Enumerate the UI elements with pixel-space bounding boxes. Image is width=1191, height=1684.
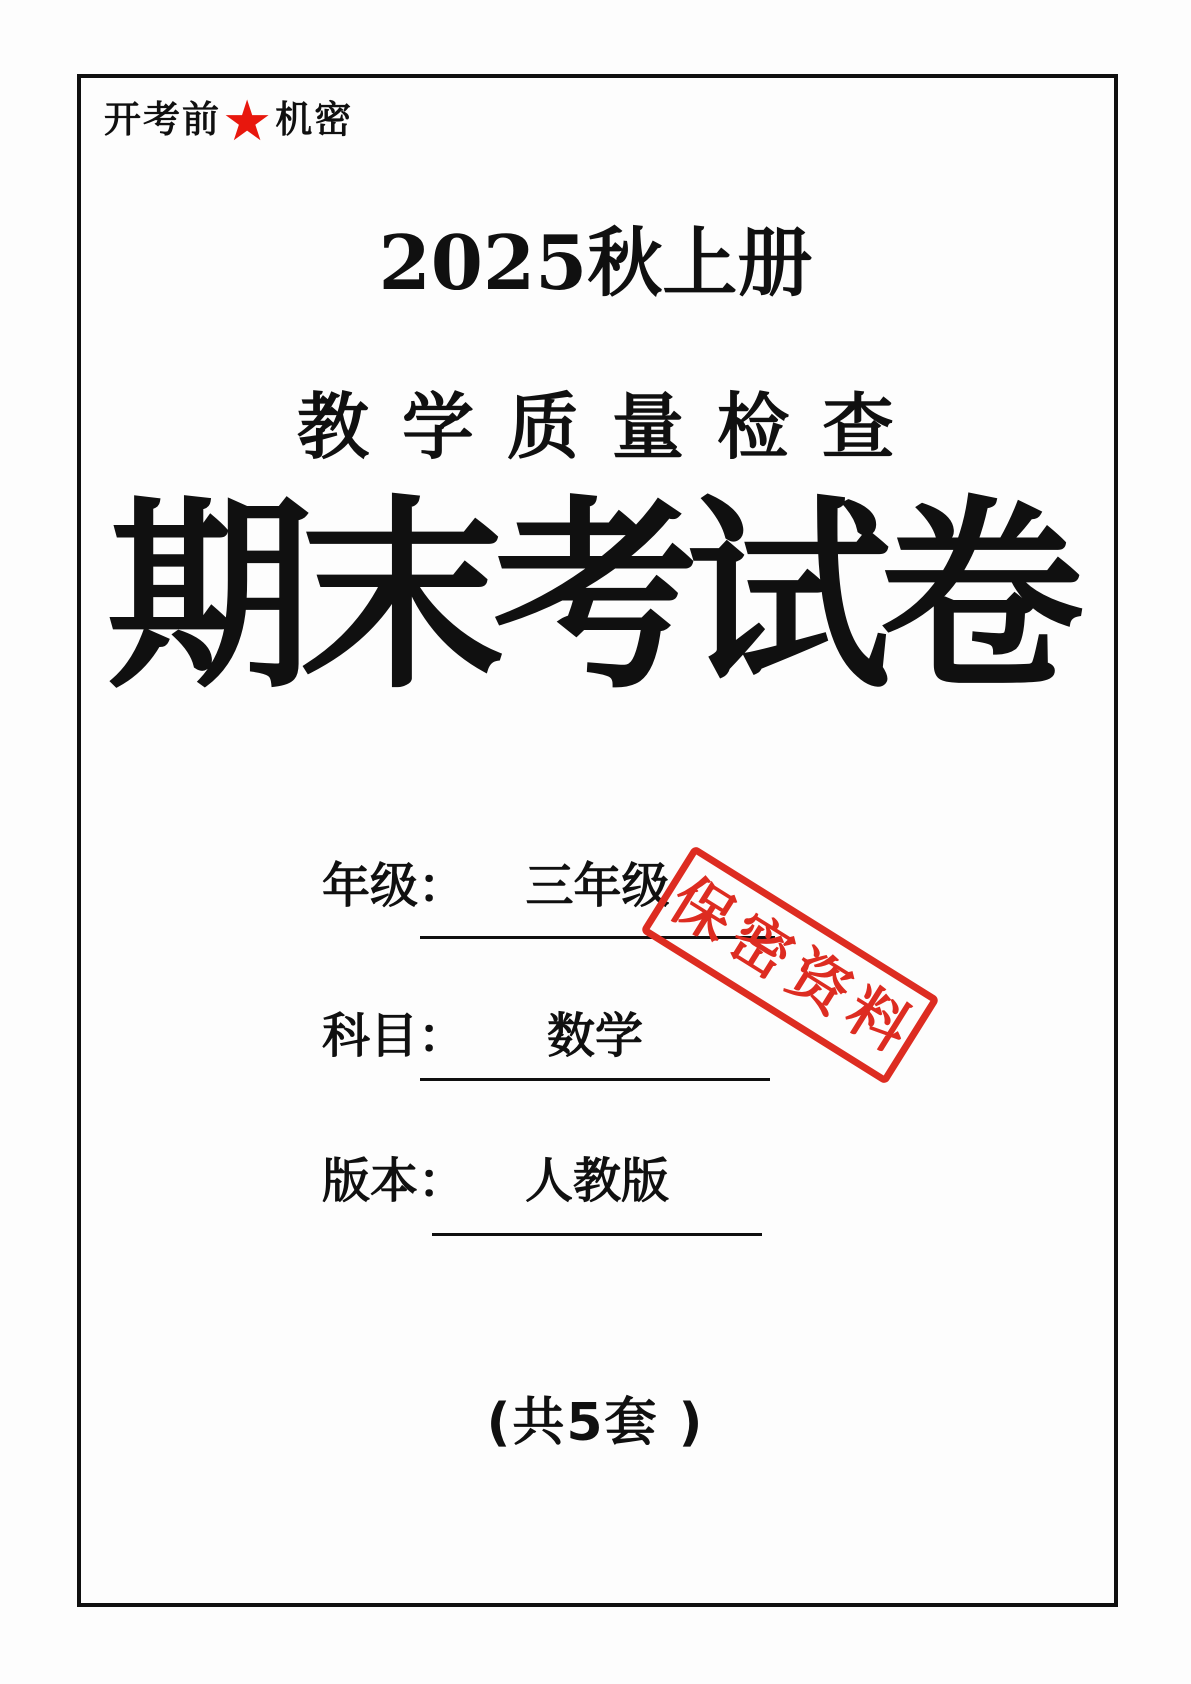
- form-row-edition: [0, 1153, 1191, 1243]
- form-row-grade: [0, 858, 1191, 948]
- edition-label: 版本：: [322, 1153, 467, 1209]
- edition-value: 人教版: [524, 1153, 669, 1209]
- form-row-subject: [0, 1008, 1191, 1098]
- subject-value: 数学: [546, 1008, 643, 1064]
- footer-set-count: (共5套 ): [486, 1393, 705, 1453]
- main-title-text: 期末考试卷: [107, 479, 1072, 717]
- edition-underline: [432, 1233, 762, 1236]
- edition-title: 2025秋上册: [378, 219, 813, 307]
- grade-value: 三年级: [525, 858, 670, 914]
- security-notice-suffix: 机密: [275, 97, 354, 141]
- main-title: [0, 479, 1191, 717]
- security-notice-prefix: 开考前: [104, 97, 221, 141]
- subject-underline: [420, 1078, 770, 1081]
- security-notice: 开考前★机密: [104, 89, 354, 154]
- subtitle: [0, 384, 1191, 470]
- confidential-stamp-text: 保密资料: [658, 864, 930, 1071]
- grade-label: 年级：: [322, 858, 467, 914]
- subject-label: 科目：: [322, 1008, 467, 1064]
- subtitle-text: 教学质量检查: [296, 384, 927, 469]
